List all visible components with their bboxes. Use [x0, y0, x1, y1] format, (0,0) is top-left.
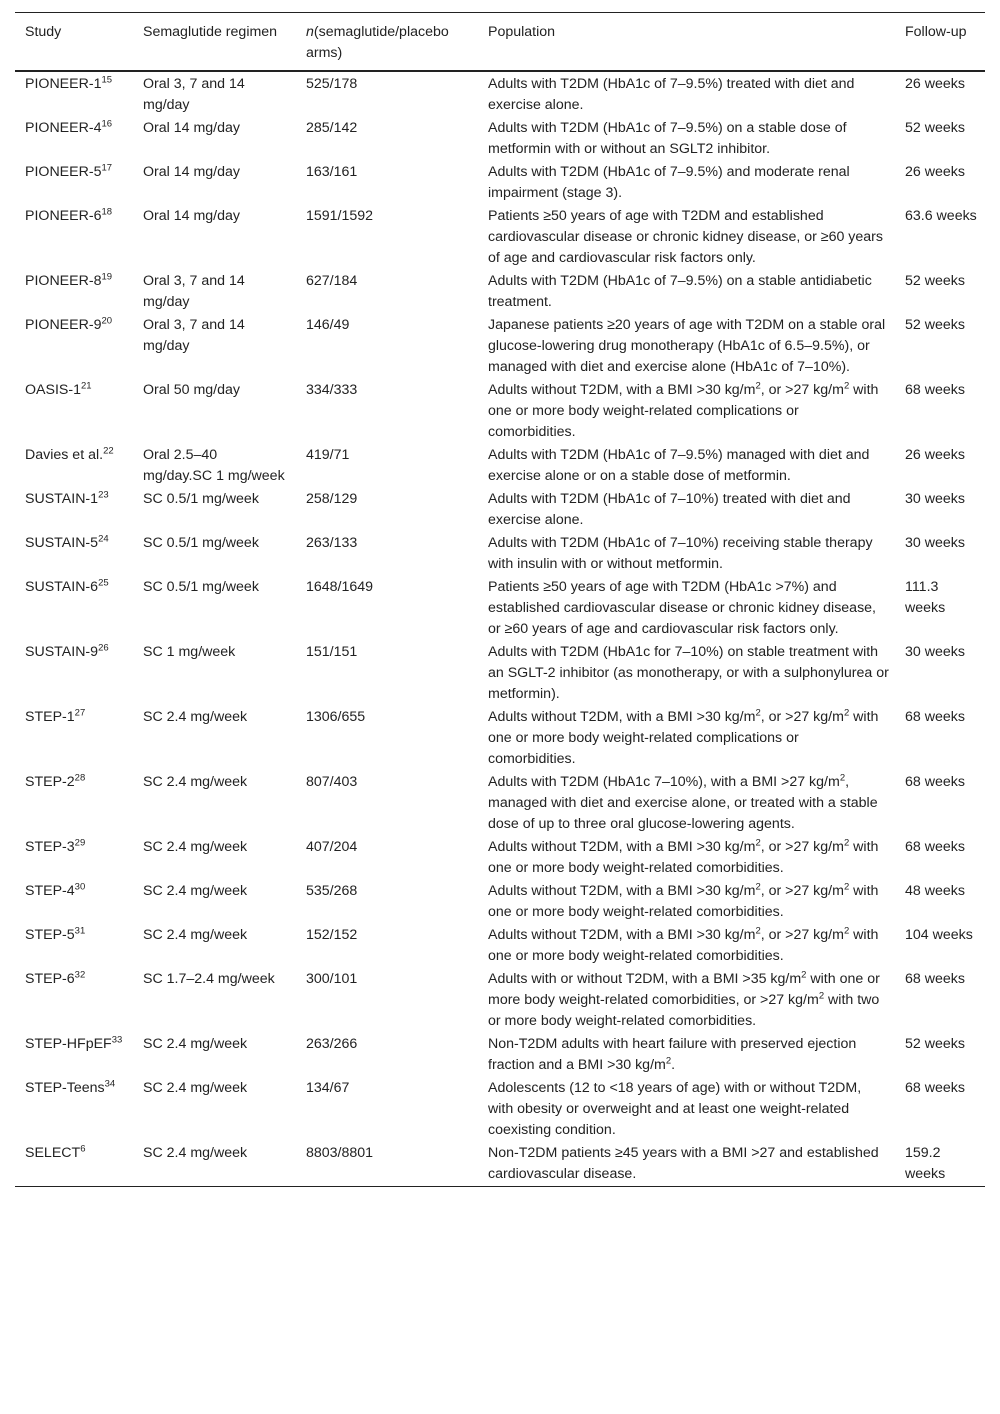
study-cell	[15, 1077, 133, 1142]
followup-cell: 26 weeks	[905, 447, 965, 463]
table-row	[15, 1077, 985, 1142]
n-cell: 419/71	[306, 447, 350, 463]
n-cell: 8803/8801	[306, 1145, 374, 1161]
regimen-cell: SC 2.4 mg/week	[143, 1036, 248, 1052]
study-cell	[15, 270, 133, 314]
regimen-cell: Oral 2.5–40 mg/day.SC 1 mg/week	[143, 447, 285, 484]
reference-number: 34	[104, 1078, 116, 1090]
regimen-cell: SC 0.5/1 mg/week	[143, 579, 259, 595]
table-row	[15, 576, 985, 641]
followup-cell: 111.3 weeks	[905, 579, 946, 616]
study-name: PIONEER-1	[25, 76, 102, 92]
header-population: Population	[488, 24, 556, 40]
followup-cell: 159.2 weeks	[905, 1145, 946, 1182]
reference-number: 32	[74, 969, 86, 981]
reference-number: 26	[98, 642, 109, 654]
study-name: PIONEER-9	[25, 317, 102, 333]
population-cell: Adults with T2DM (HbA1c of 7–9.5%) on a stable dose of metformin with or without an SGLT2 inhibitor.	[488, 120, 847, 157]
study-cell	[15, 444, 133, 488]
reference-number: 28	[74, 772, 86, 784]
followup-cell: 52 weeks	[905, 273, 965, 289]
regimen-cell: Oral 3, 7 and 14 mg/day	[143, 317, 245, 354]
table-body	[15, 71, 985, 1187]
n-cell: 152/152	[306, 927, 358, 943]
table-row	[15, 314, 985, 379]
population-cell: Patients ≥50 years of age with T2DM and established cardiovascular disease or chronic kidney disease, or ≥60 years of age and cardiovascular risk factors only.	[488, 208, 883, 266]
population-cell: Adults with T2DM (HbA1c for 7–10%) on stable treatment with an SGLT-2 inhibitor (as monotherapy, or with a sulphonylurea or metformin).	[488, 644, 889, 702]
population-cell: Adults with T2DM (HbA1c of 7–9.5%) and moderate renal impairment (stage 3).	[488, 164, 850, 201]
study-name: OASIS-1	[25, 382, 81, 398]
study-name: STEP-1	[25, 709, 75, 725]
reference-number: 25	[98, 577, 109, 589]
population-cell: Adults with or without T2DM, with a BMI >35 $kg/m^2$ with one or more body weight-related comorbidities, or >27 $kg/m^2$ with two or more body weight-related comorbidities.	[488, 969, 880, 1029]
followup-cell: 104 weeks	[905, 927, 973, 943]
reference-number: 30	[74, 881, 86, 893]
regimen-cell: SC 2.4 mg/week	[143, 774, 248, 790]
n-cell: 300/101	[306, 971, 358, 987]
table-row	[15, 1142, 985, 1187]
header-regimen: Semaglutide regimen	[143, 24, 278, 40]
study-cell	[15, 379, 133, 444]
study-cell	[15, 924, 133, 968]
regimen-cell: Oral 3, 7 and 14 mg/day	[143, 76, 245, 113]
regimen-cell: SC 1.7–2.4 mg/week	[143, 971, 275, 987]
followup-cell: 30 weeks	[905, 535, 965, 551]
population-cell: Adults without T2DM, with a BMI >30 $kg/m^2$, or >27 $kg/m^2$ with one or more body weight-related comorbidities.	[488, 925, 879, 964]
header-n-rest: (semaglutide/placebo arms)	[306, 24, 449, 61]
reference-number: 23	[98, 489, 109, 501]
regimen-cell: SC 0.5/1 mg/week	[143, 535, 259, 551]
n-cell: 151/151	[306, 644, 358, 660]
regimen-cell: Oral 14 mg/day	[143, 120, 240, 136]
study-name: PIONEER-6	[25, 208, 102, 224]
population-cell: Adults without T2DM, with a BMI >30 $kg/m^2$, or >27 $kg/m^2$ with one or more body weight-related complications or comorbidities.	[488, 707, 879, 767]
header-study: Study	[25, 24, 62, 40]
table-row	[15, 836, 985, 880]
n-cell: 285/142	[306, 120, 358, 136]
study-cell	[15, 161, 133, 205]
table-row	[15, 532, 985, 576]
reference-number: 21	[80, 380, 92, 392]
table-row	[15, 379, 985, 444]
study-name: PIONEER-5	[25, 164, 102, 180]
table-row	[15, 641, 985, 706]
header-followup: Follow-up	[905, 24, 967, 40]
n-cell: 263/266	[306, 1036, 358, 1052]
study-name: SUSTAIN-1	[25, 491, 99, 507]
followup-cell: 68 weeks	[905, 774, 965, 790]
regimen-cell: SC 0.5/1 mg/week	[143, 491, 259, 507]
study-name: SELECT	[25, 1145, 81, 1161]
reference-number: 20	[101, 315, 113, 327]
study-cell	[15, 968, 133, 1033]
followup-cell: 52 weeks	[905, 120, 965, 136]
population-cell: Adults without T2DM, with a BMI >30 $kg/m^2$, or >27 $kg/m^2$ with one or more body weight-related comorbidities.	[488, 837, 879, 876]
n-cell: 263/133	[306, 535, 358, 551]
followup-cell: 30 weeks	[905, 644, 965, 660]
n-cell: 1306/655	[306, 709, 366, 725]
header-row	[15, 13, 985, 72]
regimen-cell: Oral 14 mg/day	[143, 208, 240, 224]
study-name: SUSTAIN-5	[25, 535, 99, 551]
table-row	[15, 270, 985, 314]
population-cell: Non-T2DM patients ≥45 years with a BMI >27 and established cardiovascular disease.	[488, 1145, 879, 1182]
study-cell	[15, 205, 133, 270]
study-name: PIONEER-4	[25, 120, 102, 136]
reference-number: 17	[101, 162, 113, 174]
table-row	[15, 488, 985, 532]
reference-number: 31	[74, 925, 86, 937]
reference-number: 16	[101, 118, 113, 130]
regimen-cell: Oral 50 mg/day	[143, 382, 240, 398]
study-name: STEP-4	[25, 883, 75, 899]
table-row	[15, 71, 985, 117]
reference-number: 33	[111, 1034, 123, 1046]
regimen-cell: SC 2.4 mg/week	[143, 839, 248, 855]
table-row	[15, 444, 985, 488]
study-name: STEP-3	[25, 839, 75, 855]
followup-cell: 30 weeks	[905, 491, 965, 507]
regimen-cell: SC 2.4 mg/week	[143, 709, 248, 725]
population-cell: Adolescents (12 to <18 years of age) with or without T2DM, with obesity or overweight and at least one weight-related coexisting condition.	[488, 1080, 862, 1138]
study-cell	[15, 771, 133, 836]
study-name: PIONEER-8	[25, 273, 102, 289]
population-cell: Adults with T2DM (HbA1c of 7–9.5%) treated with diet and exercise alone.	[488, 76, 855, 113]
study-name: SUSTAIN-6	[25, 579, 99, 595]
n-cell: 1648/1649	[306, 579, 374, 595]
regimen-cell: SC 2.4 mg/week	[143, 1145, 248, 1161]
study-cell	[15, 488, 133, 532]
header-n-italic: n	[306, 24, 314, 40]
study-name: SUSTAIN-9	[25, 644, 99, 660]
followup-cell: 63.6 weeks	[905, 208, 977, 224]
population-cell: Patients ≥50 years of age with T2DM (HbA1c >7%) and established cardiovascular disease or chronic kidney disease, or ≥60 years of age and cardiovascular risk factors only.	[488, 579, 877, 637]
population-cell: Non-T2DM adults with heart failure with preserved ejection fraction and a BMI >30 $kg/m^2$.	[488, 1036, 857, 1073]
n-cell: 334/333	[306, 382, 358, 398]
study-name: STEP-HFpEF	[25, 1036, 112, 1052]
reference-number: 19	[101, 271, 113, 283]
study-name: STEP-5	[25, 927, 75, 943]
study-cell	[15, 880, 133, 924]
study-cell	[15, 532, 133, 576]
population-cell: Adults with T2DM (HbA1c of 7–10%) treated with diet and exercise alone.	[488, 491, 851, 528]
study-cell	[15, 1033, 133, 1077]
semaglutide-trials-table	[15, 12, 985, 1187]
n-cell: 163/161	[306, 164, 358, 180]
followup-cell: 68 weeks	[905, 709, 965, 725]
regimen-cell: SC 2.4 mg/week	[143, 883, 248, 899]
header-n	[296, 13, 478, 72]
study-cell	[15, 576, 133, 641]
regimen-cell: SC 1 mg/week	[143, 644, 236, 660]
study-cell	[15, 706, 133, 771]
population-cell: Japanese patients ≥20 years of age with T2DM on a stable oral glucose-lowering drug monotherapy (HbA1c of 6.5–9.5%), or managed with diet and exercise alone (HbA1c of 7–10%).	[488, 317, 886, 375]
followup-cell: 52 weeks	[905, 1036, 965, 1052]
reference-number: 15	[101, 74, 113, 86]
regimen-cell: SC 2.4 mg/week	[143, 1080, 248, 1096]
table-row	[15, 771, 985, 836]
population-cell: Adults with T2DM (HbA1c of 7–9.5%) managed with diet and exercise alone or on a stable dose of metformin.	[488, 447, 870, 484]
population-cell: Adults without T2DM, with a BMI >30 $kg/m^2$, or >27 $kg/m^2$ with one or more body weight-related comorbidities.	[488, 881, 879, 920]
reference-number: 6	[80, 1143, 86, 1155]
followup-cell: 68 weeks	[905, 971, 965, 987]
reference-number: 29	[74, 837, 86, 849]
followup-cell: 48 weeks	[905, 883, 965, 899]
reference-number: 27	[74, 707, 86, 719]
n-cell: 627/184	[306, 273, 358, 289]
study-name: STEP-2	[25, 774, 75, 790]
study-cell	[15, 836, 133, 880]
followup-cell: 68 weeks	[905, 1080, 965, 1096]
n-cell: 535/268	[306, 883, 358, 899]
reference-number: 22	[103, 445, 114, 457]
followup-cell: 68 weeks	[905, 382, 965, 398]
population-cell: Adults without T2DM, with a BMI >30 $kg/m^2$, or >27 $kg/m^2$ with one or more body weight-related complications or comorbidities.	[488, 380, 879, 440]
reference-number: 18	[101, 206, 113, 218]
study-name: Davies et al.	[25, 447, 104, 463]
followup-cell: 52 weeks	[905, 317, 965, 333]
followup-cell: 26 weeks	[905, 76, 965, 92]
regimen-cell: Oral 3, 7 and 14 mg/day	[143, 273, 245, 310]
study-name: STEP-Teens	[25, 1080, 105, 1096]
table-row	[15, 205, 985, 270]
table-row	[15, 968, 985, 1033]
followup-cell: 68 weeks	[905, 839, 965, 855]
study-cell	[15, 71, 133, 117]
study-cell	[15, 1142, 133, 1187]
study-name: STEP-6	[25, 971, 75, 987]
n-cell: 807/403	[306, 774, 358, 790]
population-cell: Adults with T2DM (HbA1c of 7–10%) receiving stable therapy with insulin with or without metformin.	[488, 535, 873, 572]
population-cell: Adults with T2DM (HbA1c 7–10%), with a BMI >27 $kg/m^2$, managed with diet and exercise alone, or treated with a stable dose of up to three oral glucose-lowering agents.	[488, 772, 878, 832]
table-row	[15, 880, 985, 924]
regimen-cell: SC 2.4 mg/week	[143, 927, 248, 943]
table-row	[15, 706, 985, 771]
table-row	[15, 161, 985, 205]
reference-number: 24	[98, 533, 109, 545]
study-cell	[15, 641, 133, 706]
n-cell: 407/204	[306, 839, 358, 855]
table-row	[15, 1033, 985, 1077]
n-cell: 146/49	[306, 317, 350, 333]
n-cell: 1591/1592	[306, 208, 374, 224]
n-cell: 258/129	[306, 491, 358, 507]
n-cell: 134/67	[306, 1080, 350, 1096]
population-cell: Adults with T2DM (HbA1c of 7–9.5%) on a stable antidiabetic treatment.	[488, 273, 872, 310]
regimen-cell: Oral 14 mg/day	[143, 164, 240, 180]
study-cell	[15, 117, 133, 161]
followup-cell: 26 weeks	[905, 164, 965, 180]
study-cell	[15, 314, 133, 379]
table-row	[15, 117, 985, 161]
n-cell: 525/178	[306, 76, 358, 92]
table-row	[15, 924, 985, 968]
